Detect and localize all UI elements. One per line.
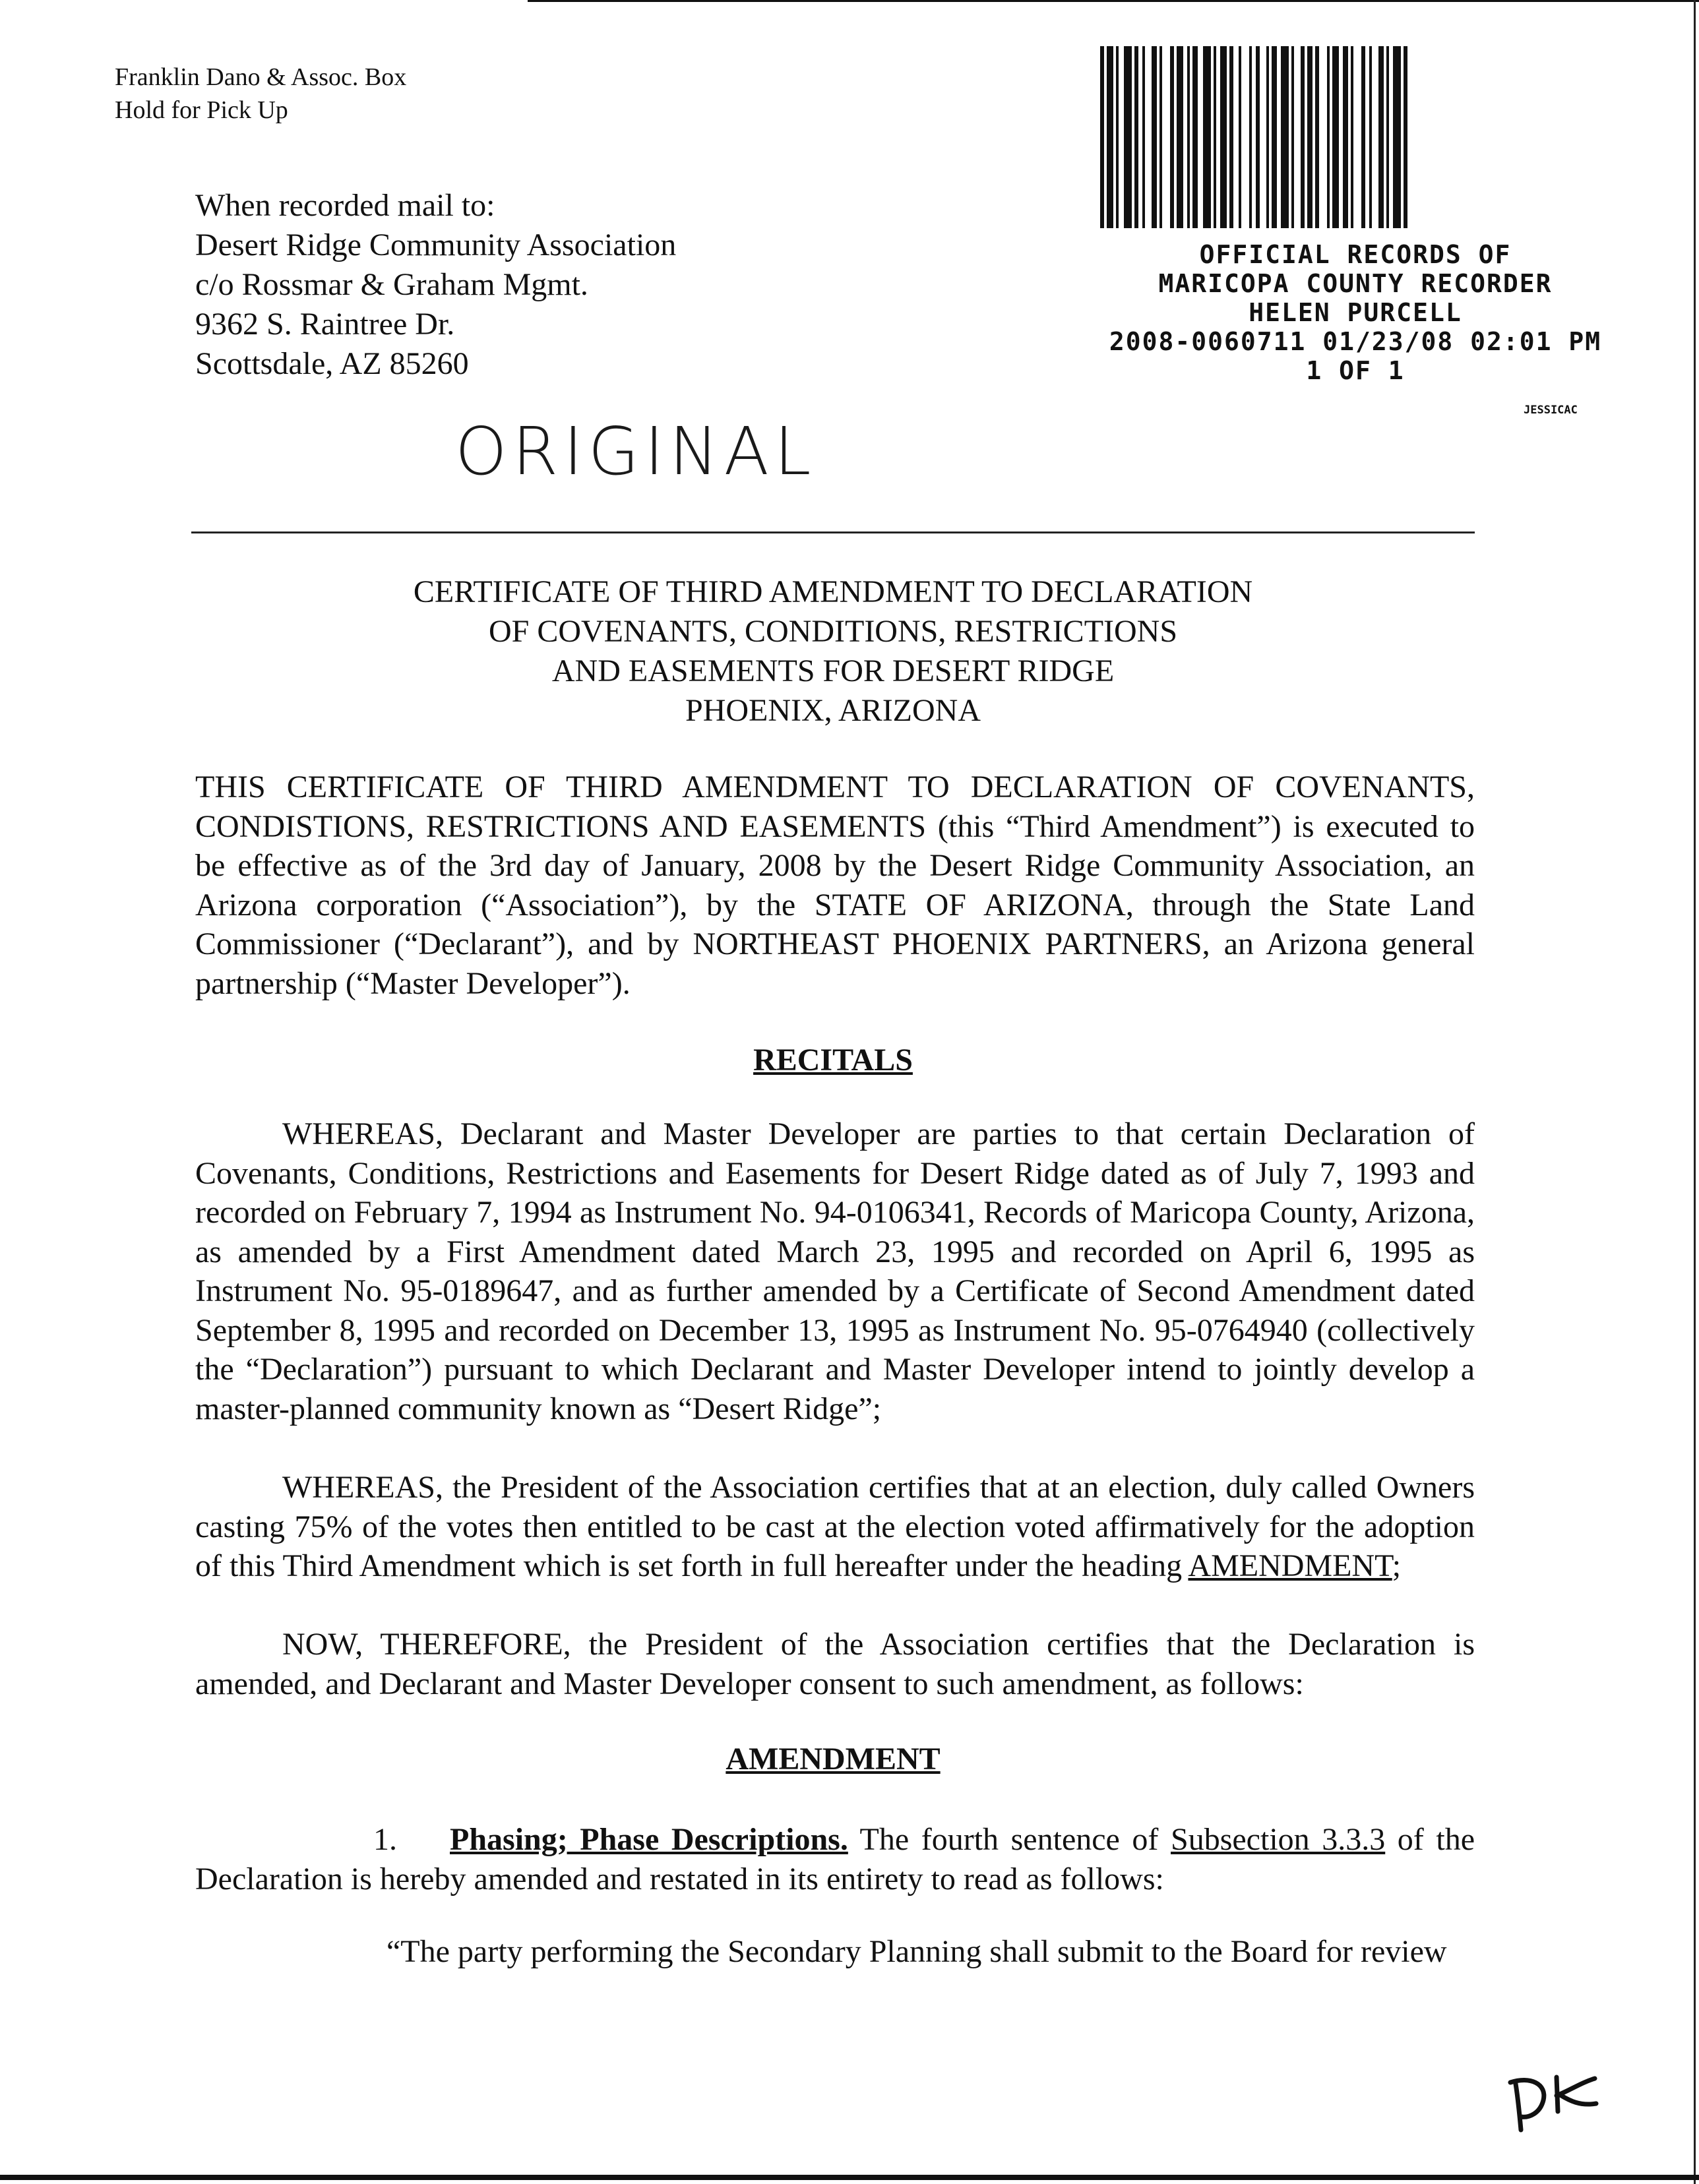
barcode-bar	[1170, 46, 1174, 228]
bottom-border	[0, 2175, 1699, 2180]
barcode-bar	[1220, 46, 1227, 228]
amendment-heading: AMENDMENT	[726, 1742, 941, 1776]
barcode-bar	[1307, 46, 1313, 228]
title-line: PHOENIX, ARIZONA	[685, 693, 981, 728]
box-note-line: Franklin Dano & Assoc. Box	[115, 63, 407, 91]
barcode-bar	[1239, 46, 1241, 228]
recording-number: 2008-0060711 01/23/08 02:01 PM	[1109, 327, 1602, 356]
title-line: CERTIFICATE OF THIRD AMENDMENT TO DECLARATION	[413, 574, 1253, 609]
header-divider	[191, 531, 1475, 533]
barcode-bar	[1378, 46, 1384, 228]
recorder-line: MARICOPA COUNTY RECORDER	[1158, 269, 1553, 298]
page-count: 1 OF 1	[1306, 356, 1405, 385]
barcode-bar	[1124, 46, 1132, 228]
barcode-bar	[1256, 46, 1260, 228]
barcode-bar	[1327, 46, 1330, 228]
mail-to-address	[195, 186, 676, 384]
recital-punct: ;	[1392, 1548, 1402, 1583]
item-text: The fourth sentence of	[848, 1822, 1171, 1857]
barcode-bar	[1100, 46, 1104, 228]
barcode-bar	[1249, 46, 1252, 228]
barcode-image	[1100, 46, 1567, 228]
barcode-bar	[1361, 46, 1365, 228]
barcode-bar	[1177, 46, 1183, 228]
barcode-bar	[1281, 46, 1289, 228]
intro-paragraph: THIS CERTIFICATE OF THIRD AMENDMENT TO DECLARATION OF COVENANTS, CONDISTIONS, RESTRICTIONS AND EASEMENTS (this “Third Amendment”) is executed to be effective as of the 3rd day of January, 2008 by the Desert Ridge Community Association, an Arizona corporation (“Association”), by the STATE OF ARIZONA, through the State Land Commissioner (“Declarant”), and by NORTHEAST PHOENIX PARTNERS, an Arizona general partnership (“Master Developer”).	[195, 770, 1475, 1001]
mail-to-line: Desert Ridge Community Association	[195, 228, 677, 262]
barcode-bar	[1214, 46, 1216, 228]
barcode-bar	[1203, 46, 1211, 228]
clerk-id: JESSICAC	[1524, 404, 1578, 417]
recital-paragraph	[195, 1468, 1475, 1586]
title-line: AND EASEMENTS FOR DESERT RIDGE	[551, 653, 1115, 688]
barcode-bar	[1301, 46, 1305, 228]
therefore-paragraph: NOW, THEREFORE, the President of the Association certifies that the Declaration is amended, and Declarant and Master Developer consent to such amendment, as follows:	[195, 1627, 1475, 1701]
barcode-bar	[1291, 46, 1294, 228]
mail-to-line: When recorded mail to:	[195, 188, 495, 223]
barcode-bar	[1107, 46, 1113, 228]
box-note-line: Hold for Pick Up	[115, 96, 288, 124]
barcode-bar	[1266, 46, 1269, 228]
recorder-stamp	[1082, 240, 1629, 385]
recorder-line: OFFICIAL RECORDS OF	[1199, 240, 1512, 269]
barcode-bar	[1393, 46, 1401, 228]
barcode-bar	[1351, 46, 1353, 228]
document-title	[191, 572, 1475, 731]
barcode-bar	[1343, 46, 1348, 228]
box-note	[115, 61, 406, 127]
recital-text: WHEREAS, the President of the Association certifies that at an election, duly called Owners casting 75% of the votes then entitled to be cast at the election voted affirmatively for the adoption of this Third Amendment which is set forth in full hereafter under the heading	[195, 1470, 1475, 1583]
barcode-bar	[1134, 46, 1138, 228]
amendment-reference: AMENDMENT	[1188, 1548, 1392, 1583]
barcode-bar	[1386, 46, 1389, 228]
top-border	[528, 0, 1699, 2]
amendment-item	[195, 1820, 1475, 1898]
barcode-bar	[1229, 46, 1233, 228]
barcode-bar	[1272, 46, 1277, 228]
recorder-name: HELEN PURCELL	[1249, 298, 1462, 327]
handwritten-initials	[1504, 2064, 1603, 2137]
barcode-bar	[1152, 46, 1157, 228]
barcode-bar	[1192, 46, 1198, 228]
item-number: 1.	[373, 1822, 397, 1857]
item-text: of the Declaration is hereby amended and restated in its entirety to read as follows:	[195, 1822, 1475, 1896]
barcode-bar	[1142, 46, 1145, 228]
subsection-reference: Subsection 3.3.3	[1171, 1822, 1386, 1857]
mail-to-line: c/o Rossmar & Graham Mgmt.	[195, 267, 588, 302]
item-title: Phasing; Phase Descriptions.	[450, 1822, 848, 1857]
original-stamp: ORIGINAL	[455, 413, 817, 490]
mail-to-line: Scottsdale, AZ 85260	[195, 346, 469, 381]
title-line: OF COVENANTS, CONDITIONS, RESTRICTIONS	[488, 614, 1178, 649]
right-border	[1694, 0, 1696, 2184]
barcode-bar	[1315, 46, 1319, 228]
barcode-bar	[1404, 46, 1407, 228]
barcode-bar	[1116, 46, 1119, 228]
barcode-bar	[1332, 46, 1339, 228]
barcode-bar	[1187, 46, 1190, 228]
recital-paragraph: WHEREAS, Declarant and Master Developer are parties to that certain Declaration of Covenants, Conditions, Restrictions and Easements for Desert Ridge dated as of July 7, 1993 and recorded on February 7, 1994 as Instrument No. 94-0106341, Records of Maricopa County, Arizona, as amended by a First Amendment dated March 23, 1995 and recorded on April 6, 1995 as Instrument No. 95-0189647, and as further amended by a Certificate of Second Amendment dated September 8, 1995 and recorded on December 13, 1995 as Instrument No. 95-0764940 (collectively the “Declaration”) pursuant to which Declarant and Master Developer intend to jointly develop a master-planned community known as “Desert Ridge”;	[195, 1116, 1475, 1426]
mail-to-line: 9362 S. Raintree Dr.	[195, 307, 455, 342]
barcode-bar	[1369, 46, 1372, 228]
barcode-bar	[1159, 46, 1162, 228]
quoted-text: “The party performing the Secondary Planning shall submit to the Board for review	[386, 1934, 1447, 1969]
recitals-heading: RECITALS	[753, 1043, 913, 1077]
